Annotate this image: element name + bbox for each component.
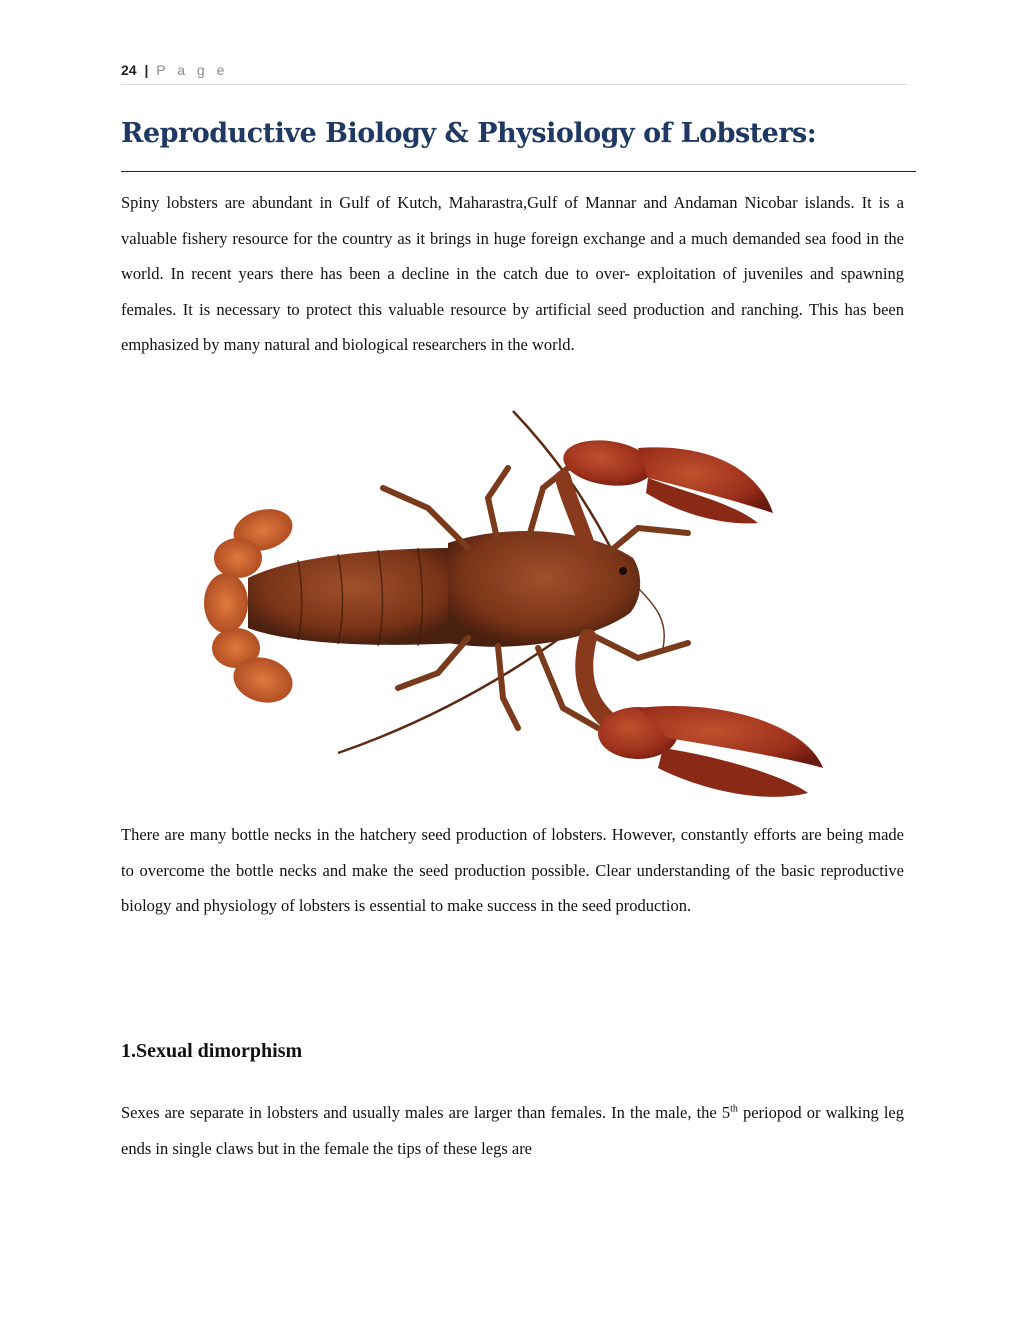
page-header	[121, 62, 907, 85]
intro-paragraph: Spiny lobsters are abundant in Gulf of Kutch, Maharastra,Gulf of Mannar and Andaman Nicobar islands. It is a valuable fishery resource for the country as it brings in huge foreign exchange and a much demanded sea food in the world. In recent years there has been a decline in the catch due to over- exploitation of juveniles and spawning females. It is necessary to protect this valuable resource by artificial seed production and ranching. This has been emphasized by many natural and biological researchers in the world.	[121, 193, 904, 354]
lobster-image	[168, 408, 858, 808]
dimorphism-text-after: periopod or walking leg ends in single claws but in the female the tips of these legs are	[121, 1103, 904, 1158]
page-title: Reproductive Biology & Physiology of Lobsters:	[121, 118, 817, 149]
title-rule	[121, 171, 916, 172]
page-number: 24	[121, 62, 137, 78]
dimorphism-paragraph	[121, 1095, 904, 1166]
bottleneck-paragraph: There are many bottle necks in the hatchery seed production of lobsters. However, constantly efforts are being made to overcome the bottle necks and make the seed production possible. Clear understanding of the basic reproductive biology and physiology of lobsters is essential to make success in the seed production.	[121, 825, 904, 915]
header-separator: |	[144, 62, 149, 78]
section-heading-sexual-dimorphism: 1.Sexual dimorphism	[121, 1040, 303, 1062]
ordinal-suffix: th	[730, 1103, 738, 1115]
dimorphism-text-before: Sexes are separate in lobsters and usually males are larger than females. In the male, the 5	[121, 1103, 731, 1122]
page-label: P a g e	[156, 62, 229, 78]
